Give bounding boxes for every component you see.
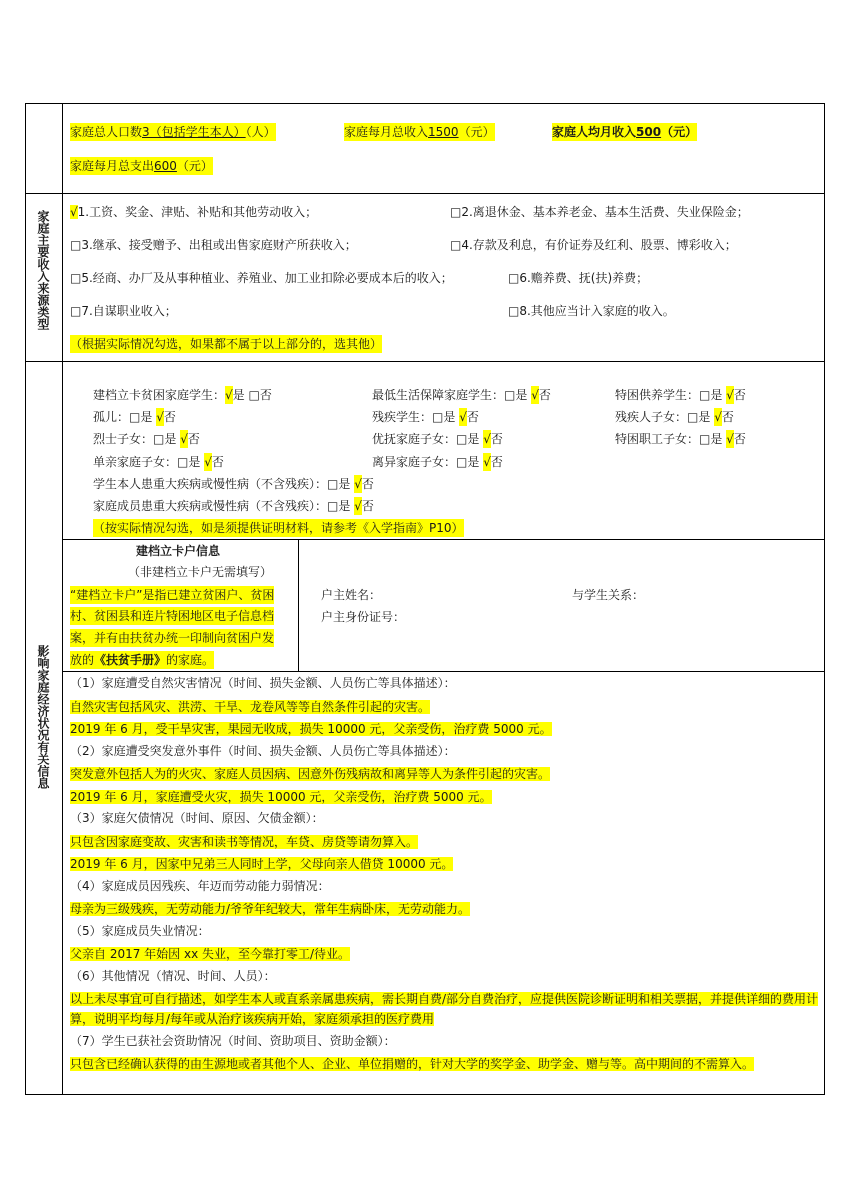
card-desc-line: 村、贫困县和连片特困地区电子信息档 (70, 609, 275, 623)
monthly-expense-field (70, 157, 213, 175)
option-yes-label: 是 (515, 388, 532, 402)
detail-text: 2019 年 6 月，家庭遭受火灾，损失 10000 元，父亲受伤，治疗费 5000 元。 (70, 789, 492, 804)
income-option-4[interactable]: □4.存款及利息，有价证券及红利、股票、博彩收入； (450, 238, 737, 252)
option-yes-label: 是 (338, 499, 355, 513)
option-yes-label: 是 (140, 410, 157, 424)
status-item-label: 学生本人患重大疾病或慢性病（不含残疾）： (93, 477, 328, 491)
monthly-income-value: 1500 (428, 125, 459, 139)
checkbox-icon[interactable]: □ (450, 238, 462, 252)
checkbox-icon[interactable]: □ (153, 432, 165, 446)
relation-label: 与学生关系： (572, 588, 645, 602)
status-item (615, 430, 746, 448)
status-item-label: 离异家庭子女： (372, 455, 457, 469)
option-no-label: 否 (538, 388, 551, 402)
option-yes-label: 是 (232, 388, 249, 402)
checkbox-icon[interactable]: □ (327, 477, 339, 491)
checkbox-icon[interactable]: □ (456, 455, 468, 469)
option-no-label: 否 (259, 388, 272, 402)
income-option-5[interactable]: □5.经商、办厂及从事种植业、养殖业、加工业扣除必要成本后的收入； (70, 271, 453, 285)
status-item-label: 特困供养学生： (615, 388, 700, 402)
status-item (372, 386, 551, 404)
checkbox-icon[interactable]: □ (687, 410, 699, 424)
card-desc-line: 放的《扶贫手册》的家庭。 (70, 653, 215, 667)
checkbox-icon[interactable]: □ (504, 388, 516, 402)
detail-heading: （1）家庭遭受自然灾害情况（时间、损失金额、人员伤亡等具体描述）： (70, 676, 456, 690)
option-yes-label: 是 (710, 388, 727, 402)
income-option-7[interactable]: □7.自谋职业收入； (70, 304, 177, 318)
checkbox-checked-icon[interactable]: √ (354, 477, 362, 491)
checkbox-icon[interactable]: □ (70, 271, 82, 285)
detail-text: 只包含因家庭变故、灾害和读书等情况，车贷、房贷等请勿算入。 (70, 834, 419, 849)
status-item (93, 408, 176, 426)
option-no-label: 否 (211, 455, 224, 469)
status-item-label: 特困职工子女： (615, 432, 700, 446)
detail-heading: （4）家庭成员因残疾、年迈而劳动能力弱情况： (70, 878, 330, 893)
status-item-label: 家庭成员患重大疾病或慢性病（不含残疾）： (93, 499, 328, 513)
option-yes-label: 是 (188, 455, 205, 469)
population-value: 3（包括学生本人） (142, 125, 246, 139)
detail-text: 只包含已经确认获得的由生源地或者其他个人、企业、单位捐赠的，针对大学的奖学金、助学金、赠与等。高中期间的不需算入。 (70, 1057, 755, 1071)
row-divider (62, 671, 825, 672)
detail-heading: （5）家庭成员失业情况： (70, 923, 210, 938)
detail-text: 自然灾害包括风灾、洪涝、干旱、龙卷风等等自然条件引起的灾害。 (70, 699, 431, 714)
owner-id-label: 户主身份证号： (321, 610, 406, 624)
income-option-2[interactable]: □2.离退休金、基本养老金、基本生活费、失业保险金； (450, 205, 749, 219)
row-divider (25, 193, 825, 194)
income-option-3[interactable]: □3.继承、接受赠予、出租或出售家庭财产所获收入； (70, 238, 357, 252)
option-no-label: 否 (721, 410, 734, 424)
status-item (372, 453, 503, 471)
detail-text: 母亲为三级残疾，无劳动能力/爷爷年纪较大，常年生病卧床，无劳动能力。 (70, 902, 471, 916)
status-item-label: 建档立卡贫困家庭学生： (93, 388, 226, 402)
option-no-label: 否 (490, 432, 503, 446)
checkbox-checked-icon[interactable]: √ (204, 455, 212, 469)
option-yes-label: 是 (467, 432, 484, 446)
per-capita-income-field (552, 123, 697, 141)
option-yes-label: 是 (443, 410, 460, 424)
option-yes-label: 是 (467, 455, 484, 469)
income-option-8[interactable]: □8.其他应当计入家庭的收入。 (508, 304, 675, 318)
checkbox-icon[interactable]: □ (177, 455, 189, 469)
status-item-label: 优抚家庭子女： (372, 432, 457, 446)
row-divider (25, 361, 825, 362)
owner-name-label: 户主姓名： (321, 588, 382, 602)
detail-text: 2019 年 6 月，因家中兄弟三人同时上学，父母向亲人借贷 10000 元。 (70, 857, 454, 871)
checkbox-checked-icon[interactable]: √ (714, 410, 722, 424)
card-subtitle: （非建档立卡户无需填写） (128, 565, 273, 579)
checkbox-icon[interactable]: □ (70, 304, 82, 318)
status-item-label: 最低生活保障家庭学生： (372, 388, 505, 402)
checkbox-checked-icon[interactable]: √ (70, 205, 78, 219)
checkbox-icon[interactable]: □ (699, 432, 711, 446)
checkbox-checked-icon[interactable]: √ (726, 432, 734, 446)
population-unit: （人） (245, 125, 276, 139)
per-capita-value: 500 (636, 125, 662, 139)
checkbox-checked-icon[interactable]: √ (354, 499, 362, 513)
checkbox-checked-icon[interactable]: √ (156, 410, 164, 424)
checkbox-icon[interactable]: □ (508, 304, 520, 318)
monthly-income-unit: （元） (458, 125, 495, 139)
status-item (615, 386, 746, 404)
status-item-label: 单亲家庭子女： (93, 455, 178, 469)
status-item-label: 烈士子女： (93, 432, 154, 446)
checkbox-icon[interactable]: □ (70, 238, 82, 252)
income-section-label: 家庭主要收入来源类型 (36, 210, 50, 330)
detail-heading: （6）其他情况（情况、时间、人员）： (70, 968, 276, 983)
detail-text: 2019 年 6 月，受干旱灾害，果园无收成，损失 10000 元，父亲受伤，治疗费 5000 元。 (70, 722, 552, 736)
option-no-label: 否 (733, 388, 746, 402)
detail-heading: （2）家庭遭受突发意外事件（时间、损失金额、人员伤亡等具体描述）： (70, 743, 456, 758)
row-divider (62, 539, 825, 540)
detail-heading: （3）家庭欠债情况（时间、原因、欠债金额）： (70, 811, 324, 825)
card-desc-line: 案，并有由扶贫办统一印制向贫困户发 (70, 631, 275, 645)
detail-heading: （7）学生已获社会资助情况（时间、资助项目、资助金额）： (70, 1033, 396, 1048)
checkbox-icon[interactable]: □ (432, 410, 444, 424)
monthly-expense-value: 600 (154, 159, 177, 173)
status-item-label: 残疾人子女： (615, 410, 688, 424)
income-option-6[interactable]: □6.赡养费、抚(扶)养费； (508, 271, 649, 285)
status-item (615, 408, 734, 426)
option-no-label: 否 (733, 432, 746, 446)
status-item (372, 408, 479, 426)
detail-text: 父亲自 2017 年始因 xx 失业，至今靠打零工/待业。 (70, 947, 351, 961)
option-no-label: 否 (490, 455, 503, 469)
monthly-expense-label: 家庭每月总支出 (70, 159, 155, 173)
checkbox-checked-icon[interactable]: √ (483, 455, 491, 469)
checkbox-checked-icon[interactable]: √ (483, 432, 491, 446)
monthly-income-label: 家庭每月总收入 (344, 125, 429, 139)
option-no-label: 否 (163, 410, 176, 424)
checkbox-checked-icon[interactable]: √ (459, 410, 467, 424)
detail-text: 突发意外包括人为的火灾、家庭人员因病、因意外伤残病故和离异等人为条件引起的灾害。 (70, 767, 551, 781)
monthly-expense-unit: （元） (176, 159, 213, 173)
status-item-label: 残疾学生： (372, 410, 433, 424)
status-note: （按实际情况勾选，如是须提供证明材料，请参考《入学指南》P10） (93, 521, 464, 535)
status-item (93, 497, 374, 515)
status-item-label: 孤儿： (93, 410, 130, 424)
per-capita-unit: （元） (661, 125, 698, 139)
card-desc-line: “建档立卡户”是指已建立贫困户、贫困 (70, 588, 275, 602)
status-section-label: 影响家庭经济状况有关信息 (36, 645, 50, 789)
label-column-divider (62, 103, 63, 1095)
card-column-divider (298, 539, 299, 671)
option-no-label: 否 (361, 499, 374, 513)
monthly-income-field (344, 123, 495, 141)
checkbox-checked-icon[interactable]: √ (531, 388, 539, 402)
population-label: 家庭总人口数 (70, 125, 143, 139)
option-no-label: 否 (361, 477, 374, 491)
checkbox-checked-icon[interactable]: √ (225, 388, 233, 402)
option-yes-label: 是 (710, 432, 727, 446)
checkbox-icon[interactable]: □ (699, 388, 711, 402)
option-yes-label: 是 (338, 477, 355, 491)
card-title: 建档立卡户信息 (136, 544, 221, 558)
checkbox-icon[interactable]: □ (450, 205, 462, 219)
status-item (93, 430, 200, 448)
status-item (93, 475, 374, 493)
checkbox-checked-icon[interactable]: √ (726, 388, 734, 402)
income-note: （根据实际情况勾选，如果都不属于以上部分的，选其他） (70, 337, 383, 351)
option-no-label: 否 (466, 410, 479, 424)
per-capita-label: 家庭人均月收入 (552, 125, 637, 139)
checkbox-icon[interactable]: □ (456, 432, 468, 446)
income-option-1[interactable]: √1.工资、奖金、津贴、补贴和其他劳动收入； (70, 205, 318, 219)
checkbox-icon[interactable]: □ (129, 410, 141, 424)
checkbox-checked-icon[interactable]: √ (180, 432, 188, 446)
population-field (70, 123, 276, 141)
status-item (93, 386, 272, 404)
checkbox-icon[interactable]: □ (248, 388, 260, 402)
detail-text: 以上未尽事宜可自行描述，如学生本人或直系亲属患疾病，需长期自费/部分自费治疗，应提供医院诊断证明和相关票据，并提供详细的费用计算，说明平均每月/每年或从治疗该疾病开始，家庭须承担的医疗费用 (70, 992, 819, 1026)
option-yes-label: 是 (698, 410, 715, 424)
option-yes-label: 是 (164, 432, 181, 446)
checkbox-icon[interactable]: □ (327, 499, 339, 513)
checkbox-icon[interactable]: □ (508, 271, 520, 285)
option-no-label: 否 (187, 432, 200, 446)
status-item (93, 453, 224, 471)
status-item (372, 430, 503, 448)
